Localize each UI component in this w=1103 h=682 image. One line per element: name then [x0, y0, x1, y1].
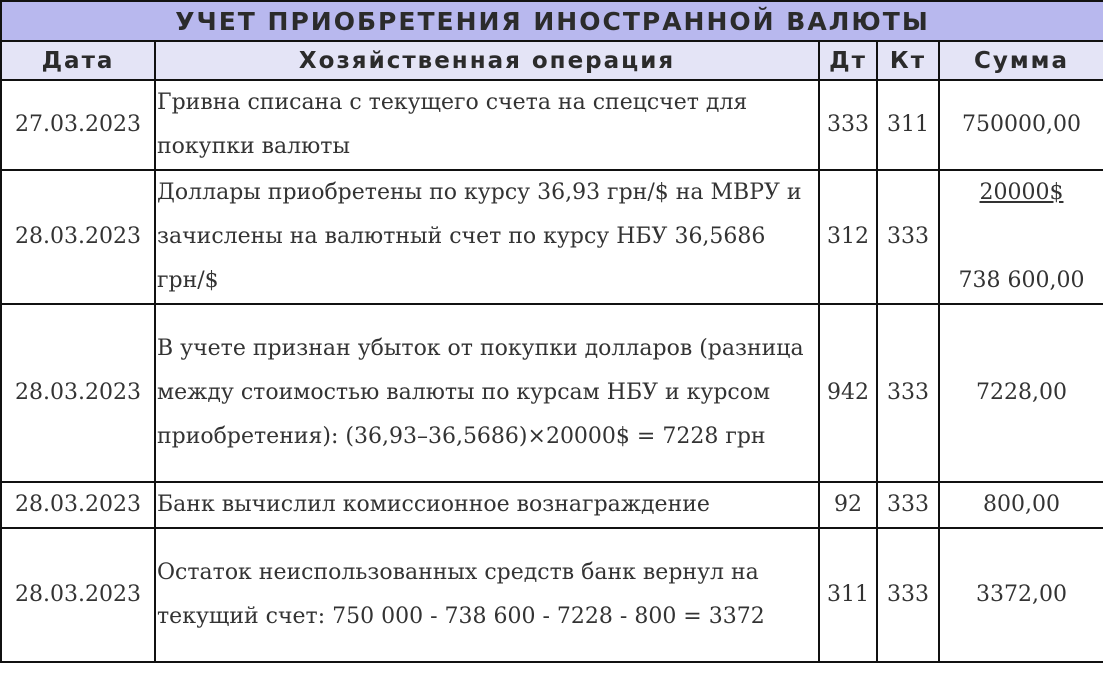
cell-date: 28.03.2023 — [1, 482, 155, 528]
cell-credit: 333 — [877, 528, 939, 662]
cell-debit: 312 — [819, 170, 877, 304]
cell-date: 28.03.2023 — [1, 528, 155, 662]
cell-credit: 311 — [877, 80, 939, 170]
cell-debit: 942 — [819, 304, 877, 482]
sum-currency-amount: 20000$ — [979, 180, 1064, 205]
table-row — [1, 482, 1103, 528]
cell-debit: 311 — [819, 528, 877, 662]
cell-sum: 7228,00 — [939, 304, 1103, 482]
cell-credit: 333 — [877, 304, 939, 482]
table-row — [1, 528, 1103, 662]
cell-operation: Доллары приобретены по курсу 36,93 грн/$ на МВРУ и зачислены на валютный счет по курсу НБУ 36,5686 грн/$ — [155, 170, 819, 304]
header-sum: Сумма — [939, 41, 1103, 80]
cell-credit: 333 — [877, 482, 939, 528]
cell-sum: 3372,00 — [939, 528, 1103, 662]
sum-spacer — [940, 215, 1103, 259]
sum-uah-amount: 738 600,00 — [958, 268, 1085, 293]
table-title-row — [1, 1, 1103, 41]
table-row — [1, 80, 1103, 170]
header-date: Дата — [1, 41, 155, 80]
table-title: УЧЕТ ПРИОБРЕТЕНИЯ ИНОСТРАННОЙ ВАЛЮТЫ — [1, 1, 1103, 41]
table-row — [1, 170, 1103, 304]
cell-operation: В учете признан убыток от покупки долларов (разница между стоимостью валюты по курсам НБУ и курсом приобретения): (36,93–36,5686)×20000$ = 7228 грн — [155, 304, 819, 482]
header-credit: Кт — [877, 41, 939, 80]
table-row — [1, 304, 1103, 482]
cell-credit: 333 — [877, 170, 939, 304]
table-header-row — [1, 41, 1103, 80]
cell-date: 28.03.2023 — [1, 170, 155, 304]
cell-operation: Остаток неиспользованных средств банк вернул на текущий счет: 750 000 - 738 600 - 7228 - 800 = 3372 — [155, 528, 819, 662]
header-operation: Хозяйственная операция — [155, 41, 819, 80]
cell-date: 28.03.2023 — [1, 304, 155, 482]
cell-sum: 800,00 — [939, 482, 1103, 528]
cell-debit: 92 — [819, 482, 877, 528]
cell-operation: Банк вычислил комиссионное вознаграждение — [155, 482, 819, 528]
cell-debit: 333 — [819, 80, 877, 170]
header-debit: Дт — [819, 41, 877, 80]
cell-date: 27.03.2023 — [1, 80, 155, 170]
cell-operation: Гривна списана с текущего счета на спецсчет для покупки валюты — [155, 80, 819, 170]
cell-sum: 750000,00 — [939, 80, 1103, 170]
cell-sum — [939, 170, 1103, 304]
